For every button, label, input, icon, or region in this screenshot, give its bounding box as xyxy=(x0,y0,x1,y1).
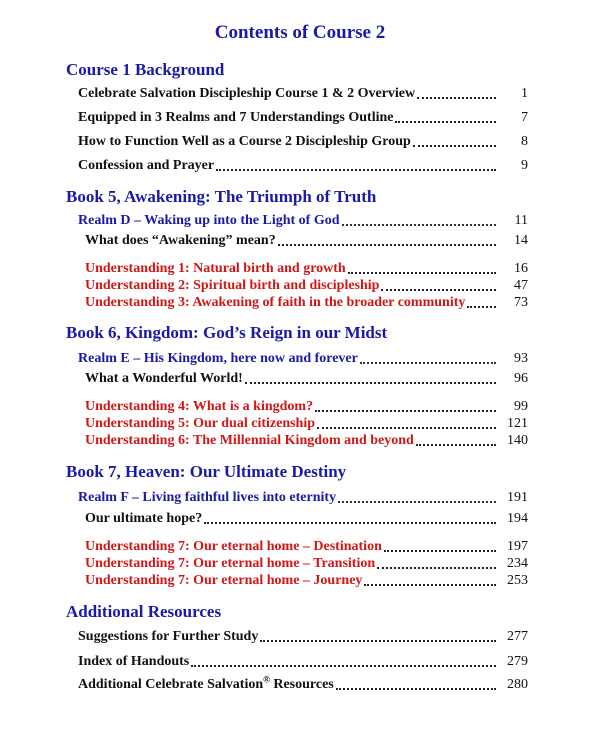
toc-understanding-entry[interactable] xyxy=(85,397,528,415)
toc-entry-label: Understanding 3: Awakening of faith in the broader community xyxy=(85,295,466,310)
dot-leader xyxy=(395,121,496,123)
toc-entry-label: What does “Awakening” mean? xyxy=(85,233,276,248)
toc-entry-label: Suggestions for Further Study xyxy=(78,629,259,644)
toc-entry[interactable] xyxy=(85,369,528,387)
toc-entry-page: 121 xyxy=(507,416,528,431)
toc-realm-entry[interactable] xyxy=(78,488,528,506)
dot-leader xyxy=(204,522,496,524)
toc-understanding-entry[interactable] xyxy=(85,414,528,432)
toc-entry-label: Realm D – Waking up into the Light of God xyxy=(78,213,340,228)
toc-understanding-entry[interactable] xyxy=(85,537,528,555)
toc-entry[interactable] xyxy=(85,509,528,527)
toc-entry-label: Realm F – Living faithful lives into eternity xyxy=(78,490,337,505)
toc-entry-label: Understanding 7: Our eternal home – Journey xyxy=(85,573,363,588)
toc-entry-page: 7 xyxy=(521,110,528,125)
registered-mark: ® xyxy=(263,674,270,685)
toc-entry-label: Understanding 5: Our dual citizenship xyxy=(85,416,316,431)
toc-entry-label: Understanding 6: The Millennial Kingdom and beyond xyxy=(85,433,414,448)
dot-leader xyxy=(216,169,496,171)
toc-entry-page: 1 xyxy=(521,86,528,101)
dot-leader xyxy=(278,244,496,246)
dot-leader xyxy=(317,427,496,429)
dot-leader xyxy=(348,272,496,274)
dot-leader xyxy=(384,550,496,552)
toc-entry-page: 280 xyxy=(507,677,528,692)
toc-entry-page: 194 xyxy=(507,511,528,526)
toc-entry-label xyxy=(78,674,334,693)
toc-entry-page: 73 xyxy=(514,295,528,310)
section-heading-course-1: Course 1 Background xyxy=(66,60,225,79)
toc-entry-page: 140 xyxy=(507,433,528,448)
toc-entry-page: 8 xyxy=(521,134,528,149)
section-heading-additional-resources: Additional Resources xyxy=(66,602,222,621)
dot-leader xyxy=(467,306,496,308)
toc-entry-label-head: Additional Celebrate Salvation xyxy=(78,677,264,692)
toc-understanding-entry[interactable] xyxy=(85,293,528,311)
toc-understanding-entry[interactable] xyxy=(85,276,528,294)
toc-understanding-entry[interactable] xyxy=(85,431,528,449)
toc-entry-label: Our ultimate hope? xyxy=(85,511,203,526)
toc-understanding-entry[interactable] xyxy=(85,571,528,589)
toc-entry-page: 96 xyxy=(514,371,528,386)
toc-understanding-entry[interactable] xyxy=(85,554,528,572)
toc-entry-page: 47 xyxy=(514,278,528,293)
dot-leader xyxy=(245,382,496,384)
toc-entry-label: Understanding 4: What is a kingdom? xyxy=(85,399,314,414)
dot-leader xyxy=(342,224,496,226)
dot-leader xyxy=(417,97,496,99)
toc-entry-label: How to Function Well as a Course 2 Discipleship Group xyxy=(78,134,411,149)
toc-entry-label: Confession and Prayer xyxy=(78,158,215,173)
toc-entry[interactable] xyxy=(85,231,528,249)
toc-entry-label: Realm E – His Kingdom, here now and forever xyxy=(78,351,358,366)
toc-entry-label: What a Wonderful World! xyxy=(85,371,243,386)
toc-realm-entry[interactable] xyxy=(78,349,528,367)
dot-leader xyxy=(413,145,496,147)
section-heading-book-7: Book 7, Heaven: Our Ultimate Destiny xyxy=(66,462,347,481)
toc-entry-label: Understanding 7: Our eternal home – Destination xyxy=(85,539,382,554)
toc-entry-page: 253 xyxy=(507,573,528,588)
dot-leader xyxy=(336,688,496,690)
dot-leader xyxy=(377,567,496,569)
toc-entry-page: 93 xyxy=(514,351,528,366)
toc-entry-page: 99 xyxy=(514,399,528,414)
toc-realm-entry[interactable] xyxy=(78,211,528,229)
dot-leader xyxy=(338,501,496,503)
toc-entry[interactable] xyxy=(78,627,528,645)
toc-entry-page: 191 xyxy=(507,490,528,505)
toc-entry-label-tail: Resources xyxy=(269,677,334,692)
dot-leader xyxy=(360,362,496,364)
toc-entry-page: 277 xyxy=(507,629,528,644)
toc-entry[interactable] xyxy=(78,652,528,670)
toc-entry[interactable] xyxy=(78,675,528,693)
toc-entry-label: Celebrate Salvation Discipleship Course 1 & 2 Overview xyxy=(78,86,416,101)
dot-leader xyxy=(364,584,496,586)
toc-entry-page: 234 xyxy=(507,556,528,571)
toc-understanding-entry[interactable] xyxy=(85,259,528,277)
section-heading-book-5: Book 5, Awakening: The Triumph of Truth xyxy=(66,187,377,206)
toc-entry-label: Understanding 2: Spiritual birth and discipleship xyxy=(85,278,380,293)
toc-entry-label: Understanding 7: Our eternal home – Transition xyxy=(85,556,376,571)
dot-leader xyxy=(381,289,496,291)
toc-entry-page: 16 xyxy=(514,261,528,276)
dot-leader xyxy=(315,410,496,412)
toc-entry-page: 197 xyxy=(507,539,528,554)
toc-entry-label: Understanding 1: Natural birth and growth xyxy=(85,261,346,276)
page-title: Contents of Course 2 xyxy=(214,22,386,43)
toc-entry-page: 279 xyxy=(507,654,528,669)
dot-leader xyxy=(191,665,496,667)
section-heading-book-6: Book 6, Kingdom: God’s Reign in our Midst xyxy=(66,323,388,342)
toc-entry-label: Equipped in 3 Realms and 7 Understandings Outline xyxy=(78,110,394,125)
toc-entry[interactable] xyxy=(78,108,528,126)
toc-entry-page: 11 xyxy=(514,213,528,228)
toc-entry-label: Index of Handouts xyxy=(78,654,190,669)
toc-entry[interactable] xyxy=(78,132,528,150)
toc-entry-page: 9 xyxy=(521,158,528,173)
dot-leader xyxy=(260,640,496,642)
dot-leader xyxy=(416,444,496,446)
toc-entry-page: 14 xyxy=(514,233,528,248)
toc-entry[interactable] xyxy=(78,156,528,174)
toc-entry[interactable] xyxy=(78,84,528,102)
